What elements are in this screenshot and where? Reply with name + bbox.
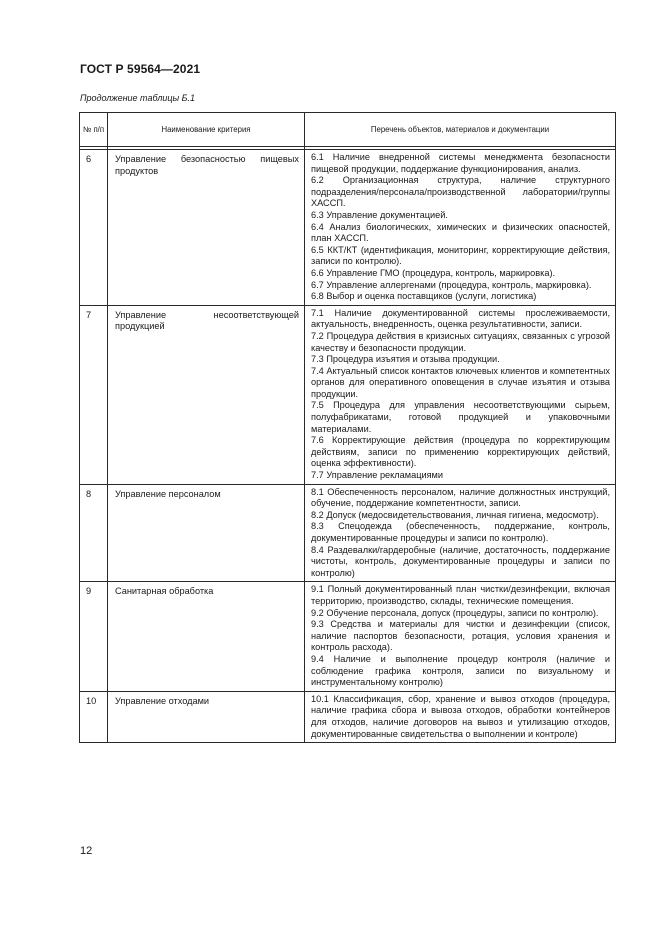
- items-list: [305, 305, 616, 484]
- row-number: 6: [80, 150, 108, 306]
- criteria-table: [79, 112, 616, 743]
- page-number: 12: [80, 845, 93, 857]
- criterion-name: Санитарная обработка: [108, 582, 305, 691]
- list-item: 6.5 ККТ/КТ (идентификация, мониторинг, корректирующие действия, записи по контролю).: [311, 244, 610, 267]
- table-row: [80, 150, 616, 306]
- table-header-row: [80, 113, 616, 147]
- items-list: [305, 484, 616, 582]
- row-number: 10: [80, 691, 108, 742]
- list-item: 6.4 Анализ биологических, химических и физических опасностей, план ХАССП.: [311, 221, 610, 244]
- list-item: 8.4 Раздевалки/гардеробные (наличие, достаточность, поддержание чистоты, контроль, документированные процедуры и записи по контролю): [311, 544, 610, 578]
- list-item: 9.1 Полный документированный план чистки/дезинфекции, включая территорию, производство, склады, технические помещения.: [311, 584, 610, 606]
- list-item: 10.1 Классификация, сбор, хранение и вывоз отходов (процедура, наличие графика сбора и вывоза отходов, обработки контейнеров для отходов, наличие договоров на вывоз и утилизацию отходов, документированные свидетельства о выполнении и контроле): [311, 693, 610, 739]
- list-item: 8.2 Допуск (медосвидетельствования, личная гигиена, медосмотр).: [311, 509, 599, 520]
- list-item: 9.2 Обучение персонала, допуск (процедуры, записи по контролю).: [311, 607, 599, 618]
- list-item: 6.1 Наличие внедренной системы менеджмента безопасности пищевой продукции, поддержание функционирования, анализ.: [311, 152, 610, 174]
- list-item: 6.8 Выбор и оценка поставщиков (услуги, логистика): [311, 291, 537, 302]
- list-item: 7.6 Корректирующие действия (процедура по корректирующим действиям, записи по применению корректирующих действий, оценка эффективности).: [311, 435, 610, 469]
- list-item: 7.4 Актуальный список контактов ключевых клиентов и компетентных органов для оперативного оповещения в случае изъятия и отзыва продукции.: [311, 365, 610, 399]
- list-item: 6.6 Управление ГМО (процедура, контроль, маркировка).: [311, 267, 556, 278]
- row-number: 8: [80, 484, 108, 582]
- list-item: 9.3 Средства и материалы для чистки и дезинфекции (список, наличие паспортов безопасности, ротация, условия хранения и контроль расхода).: [311, 619, 610, 653]
- list-item: 7.1 Наличие документированной системы прослеживаемости, актуальность, внедренность, оценка результативности, записи.: [311, 307, 610, 330]
- items-list: [305, 150, 616, 306]
- criterion-name: Управление отходами: [108, 691, 305, 742]
- list-item: 8.1 Обеспеченность персоналом, наличие должностных инструкций, обучение, поддержание компетентности, записи.: [311, 486, 610, 509]
- table-row: [80, 305, 616, 484]
- items-list: [305, 691, 616, 742]
- document-code: ГОСТ Р 59564—2021: [80, 62, 201, 76]
- list-item: 8.3 Спецодежда (обеспеченность, поддержание, контроль, документированные процедуры и записи по контролю).: [311, 521, 610, 543]
- list-item: 7.5 Процедура для управления несоответствующими сырьем, полуфабрикатами, готовой продукцией и упаковочными материалами.: [311, 400, 610, 434]
- list-item: 9.4 Наличие и выполнение процедур контроля (наличие и соблюдение графика контроля, записи по визуальному и инструментальному контролю): [311, 653, 610, 688]
- criterion-name: Управление несоответствующей продукцией: [108, 305, 305, 484]
- table-row: [80, 484, 616, 582]
- table-continuation-caption: Продолжение таблицы Б.1: [80, 93, 196, 103]
- row-number: 9: [80, 582, 108, 691]
- list-item: 7.3 Процедура изъятия и отзыва продукции.: [311, 354, 500, 365]
- column-header-number: № п/п: [80, 113, 108, 147]
- column-header-criterion: Наименование критерия: [108, 113, 305, 147]
- criterion-name: Управление безопасностью пищевых продуктов: [108, 150, 305, 306]
- list-item: 6.2 Организационная структура, наличие структурного подразделения/персонала/производственной лаборатории/группы ХАССП.: [311, 175, 610, 209]
- list-item: 6.7 Управление аллергенами (процедура, контроль, маркировка).: [311, 279, 592, 290]
- row-number: 7: [80, 305, 108, 484]
- list-item: 7.7 Управление рекламациями: [311, 470, 444, 481]
- items-list: [305, 582, 616, 691]
- criterion-name: Управление персоналом: [108, 484, 305, 582]
- table-row: [80, 691, 616, 742]
- column-header-items: Перечень объектов, материалов и документации: [305, 113, 616, 147]
- table-row: [80, 582, 616, 691]
- list-item: 6.3 Управление документацией.: [311, 209, 448, 220]
- list-item: 7.2 Процедура действия в кризисных ситуациях, связанных с угрозой качеству и безопасности продукции.: [311, 330, 610, 353]
